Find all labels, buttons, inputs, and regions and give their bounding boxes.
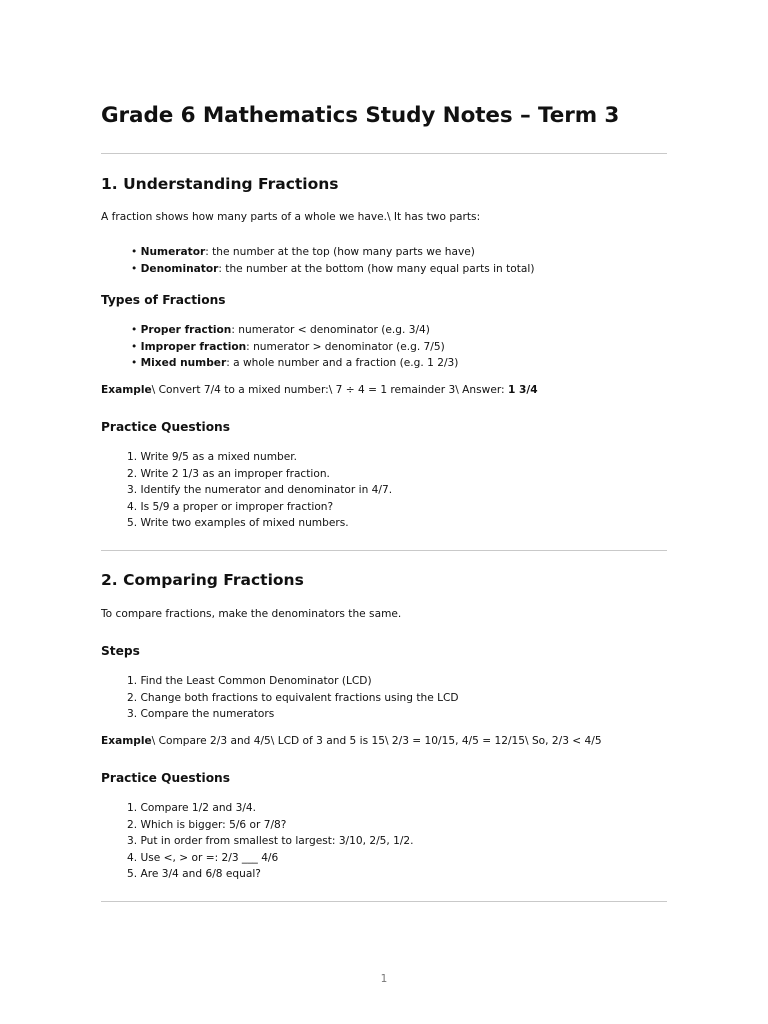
list-item: 2. Write 2 1/3 as an improper fraction. <box>127 467 330 480</box>
list-item: • Denominator: the number at the bottom (how many equal parts in total) <box>131 262 535 275</box>
list-item: • Numerator: the number at the top (how many parts we have) <box>131 246 475 258</box>
list-item: 3. Identify the numerator and denominator in 4/7. <box>127 484 393 496</box>
list-item: 1. Find the Least Common Denominator (LCD) <box>127 675 372 687</box>
practice-questions-heading: Practice Questions <box>101 420 230 434</box>
list-item: 2. Change both fractions to equivalent fractions using the LCD <box>127 691 459 704</box>
page-title: Grade 6 Mathematics Study Notes – Term 3 <box>101 103 620 128</box>
steps-heading: Steps <box>101 644 140 658</box>
section1-intro: A fraction shows how many parts of a whole we have.\ It has two parts: <box>101 211 481 223</box>
page-number: 1 <box>380 973 388 985</box>
fraction-types-list <box>131 322 458 372</box>
list-item: • Mixed number: a whole number and a fraction (e.g. 1 2/3) <box>131 357 459 369</box>
fraction-parts-list <box>131 244 535 277</box>
list-item: • Improper fraction: numerator > denominator (e.g. 7/5) <box>131 340 445 353</box>
list-item: 4. Use <, > or =: 2/3 ___ 4/6 <box>127 851 279 864</box>
list-item: 2. Which is bigger: 5/6 or 7/8? <box>127 818 287 831</box>
steps-list <box>127 673 459 723</box>
list-item: 1. Write 9/5 as a mixed number. <box>127 451 298 463</box>
section2-practice-list <box>127 800 414 883</box>
list-item: 3. Compare the numerators <box>127 708 275 720</box>
list-item: 5. Write two examples of mixed numbers. <box>127 517 349 529</box>
types-of-fractions-heading: Types of Fractions <box>101 293 226 307</box>
section-heading-comparing-fractions: 2. Comparing Fractions <box>101 571 304 589</box>
title-divider <box>101 153 667 154</box>
section1-example: Example\ Convert 7/4 to a mixed number:\ 7 ÷ 4 = 1 remainder 3\ Answer: 1 3/4 <box>101 384 538 396</box>
section2-intro: To compare fractions, make the denominators the same. <box>101 608 402 620</box>
section1-practice-list <box>127 449 392 532</box>
list-item: 5. Are 3/4 and 6/8 equal? <box>127 868 261 880</box>
section-divider <box>101 550 667 551</box>
section-heading-understanding-fractions: 1. Understanding Fractions <box>101 175 339 193</box>
list-item: • Proper fraction: numerator < denominator (e.g. 3/4) <box>131 324 430 336</box>
list-item: 4. Is 5/9 a proper or improper fraction? <box>127 500 334 513</box>
section2-example: Example\ Compare 2/3 and 4/5\ LCD of 3 and 5 is 15\ 2/3 = 10/15, 4/5 = 12/15\ So, 2/3 < 4/5 <box>101 735 602 747</box>
list-item: 1. Compare 1/2 and 3/4. <box>127 802 257 814</box>
section-divider <box>101 901 667 902</box>
practice-questions-heading: Practice Questions <box>101 771 230 785</box>
list-item: 3. Put in order from smallest to largest: 3/10, 2/5, 1/2. <box>127 835 414 847</box>
